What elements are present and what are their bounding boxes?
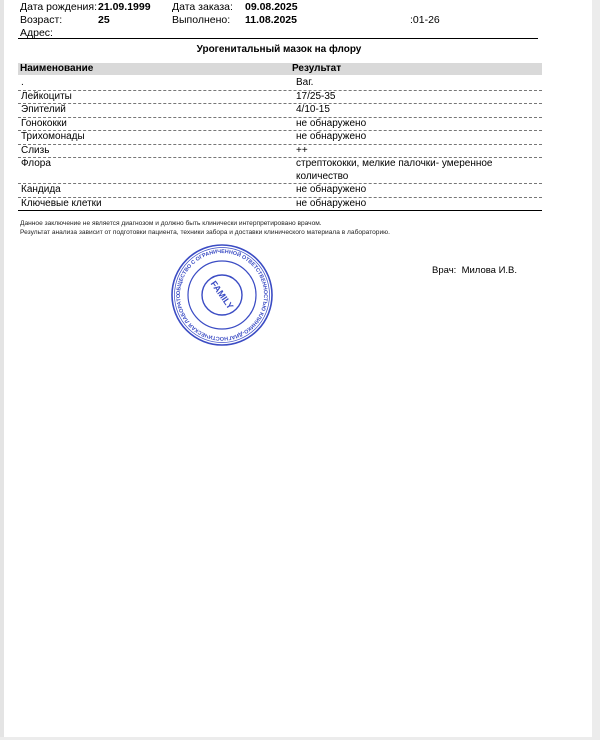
row-name: Эпителий xyxy=(21,104,66,115)
row-name: Трихомонады xyxy=(21,131,85,142)
row-name: Слизь xyxy=(21,144,50,156)
row-result: не обнаружено xyxy=(296,131,367,142)
page-edge-right xyxy=(592,0,600,740)
done-date-label: Выполнено: xyxy=(172,14,231,26)
page-edge-left xyxy=(0,0,4,740)
table-row xyxy=(18,118,542,132)
row-result: 17/25-35 xyxy=(296,90,336,102)
row-name: Кандида xyxy=(21,184,61,195)
table-header xyxy=(18,63,542,75)
row-name: Флора xyxy=(21,158,51,169)
header-divider xyxy=(18,38,538,39)
column-header-name: Наименование xyxy=(20,63,94,74)
row-name: Лейкоциты xyxy=(21,90,72,102)
disclaimer-line-1: Данное заключение не является диагнозом и должно быть клинически интерпретировано врачом. xyxy=(20,220,322,227)
table-row xyxy=(18,104,542,118)
table-row xyxy=(18,145,542,159)
row-name: Гонококки xyxy=(21,117,67,129)
birth-date-label: Дата рождения: xyxy=(20,1,97,13)
table-row xyxy=(18,77,542,91)
table-row xyxy=(18,131,542,145)
table-row xyxy=(18,158,542,184)
time-fragment: :01-26 xyxy=(410,14,440,26)
row-result: не обнаружено xyxy=(296,197,367,209)
order-date-label: Дата заказа: xyxy=(172,1,233,13)
birth-date-value: 21.09.1999 xyxy=(98,1,151,13)
doctor-signature xyxy=(432,265,517,276)
row-name: Ключевые клетки xyxy=(21,197,102,209)
report-title: Урогенитальный мазок на флору xyxy=(196,44,362,55)
age-value: 25 xyxy=(98,14,110,26)
table-row xyxy=(18,198,542,212)
table-row xyxy=(18,91,542,105)
row-result: не обнаружено xyxy=(296,117,367,129)
address-label: Адрес: xyxy=(20,27,53,39)
table-row xyxy=(18,184,542,198)
age-label: Возраст: xyxy=(20,14,63,26)
order-date-value: 09.08.2025 xyxy=(245,1,298,13)
results-table xyxy=(18,77,542,211)
lab-stamp xyxy=(170,243,274,347)
column-header-result: Результат xyxy=(292,63,342,74)
row-result: 4/10-15 xyxy=(296,104,330,115)
done-date-value: 11.08.2025 xyxy=(245,14,297,26)
row-result: не обнаружено xyxy=(296,184,367,195)
doctor-label: Врач: xyxy=(432,265,457,276)
stamp-ring-text: ОБЩЕСТВО С ОГРАНИЧЕННОЙ ОТВЕТСТВЕННОСТЬЮ КЛИНИКО-ДИАГНОСТИЧЕСКАЯ ЛАБОРАТО xyxy=(175,248,269,342)
stamp-center-text: FAMILY xyxy=(208,278,236,312)
row-result: стрептококки, мелкие палочки- умеренное количество xyxy=(296,158,493,182)
row-name: . xyxy=(21,77,24,88)
disclaimer-line-2: Результат анализа зависит от подготовки пациента, техники забора и доставки клинического материала в лабораторию. xyxy=(20,229,390,236)
doctor-name: Милова И.В. xyxy=(461,265,518,276)
row-result: Ваг. xyxy=(296,77,314,88)
row-result: ++ xyxy=(296,144,308,156)
